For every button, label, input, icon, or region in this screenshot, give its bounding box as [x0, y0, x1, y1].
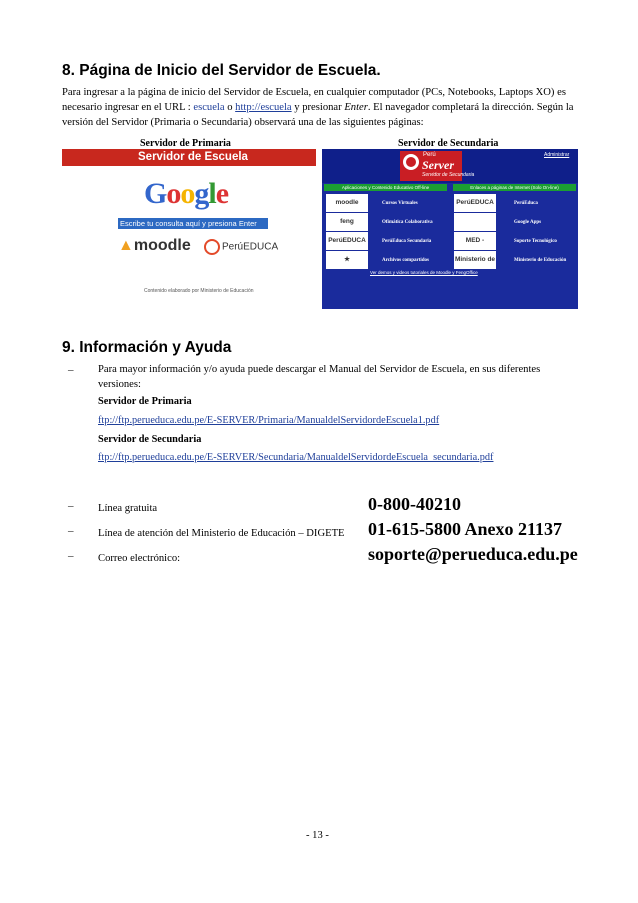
section-8-title: 8. Página de Inicio del Servidor de Escuela.	[62, 62, 381, 79]
moodle-hat-icon: ▲	[118, 237, 134, 254]
sec-link-label[interactable]: PerúEduca	[514, 201, 538, 206]
paragraph-text: y presionar	[291, 102, 345, 113]
bullet-dash: –	[68, 500, 74, 512]
google-letter: o	[180, 177, 195, 210]
escuela-link[interactable]: escuela	[193, 102, 225, 113]
google-letter: G	[144, 177, 167, 210]
logo-subtitle: Servidor de Secundaria	[422, 172, 475, 178]
perueduca-ring-icon	[204, 239, 220, 255]
bullet-dash: –	[68, 550, 74, 562]
support-email[interactable]: soporte@perueduca.edu.pe	[368, 544, 578, 564]
digete-thumb[interactable]: MED -	[454, 232, 496, 250]
primaria-screenshot	[62, 149, 316, 310]
section-9-title: 9. Información y Ayuda	[62, 339, 232, 356]
google-letter: g	[194, 177, 209, 210]
logo-server-text: Server	[422, 158, 454, 172]
google-logo[interactable]	[144, 177, 228, 211]
digete-phone-number: 01-615-5800 Anexo 21137	[368, 519, 563, 539]
moodle-thumb[interactable]: moodle	[326, 194, 368, 212]
caption-primaria: Servidor de Primaria	[140, 138, 231, 149]
primaria-manual-link[interactable]: ftp://ftp.perueduca.edu.pe/E-SERVER/Primaria/ManualdelServidordeEscuela1.pdf	[98, 415, 440, 426]
offline-apps-bar: Aplicaciones y Contenido Educativo Off-line	[324, 184, 447, 191]
enter-key-text: Enter	[344, 102, 368, 113]
secundaria-screenshot	[322, 149, 578, 309]
primaria-credit: Contenido elaborado por Ministerio de Educación	[144, 288, 254, 294]
paragraph-text: o	[224, 102, 236, 113]
primaria-title: Servidor de Escuela	[138, 151, 248, 163]
secundaria-manual-link[interactable]: ftp://ftp.perueduca.edu.pe/E-SERVER/Secundaria/ManualdelServidordeEscuela_secundaria.pdf	[98, 452, 494, 463]
caption-secundaria: Servidor de Secundaria	[398, 138, 499, 149]
contact-label: Línea gratuita	[98, 503, 158, 514]
page-number: - 13 -	[306, 830, 329, 841]
bullet-dash: –	[68, 364, 74, 376]
sec-link-label[interactable]: Archivos compartidos	[382, 258, 429, 263]
google-apps-thumb[interactable]	[454, 213, 496, 231]
swirl-logo-icon	[403, 154, 419, 170]
perueduca-thumb[interactable]: PerúEDUCA	[326, 232, 368, 250]
online-links-bar: Enlaces a páginas de Internet (Solo On-line)	[453, 184, 576, 191]
bullet-dash: –	[68, 525, 74, 537]
feng-thumb[interactable]: feng	[326, 213, 368, 231]
admin-link[interactable]: Administrar	[544, 152, 570, 158]
sec-link-label[interactable]: Soporte Tecnológico	[514, 239, 557, 244]
shared-files-thumb[interactable]: ★	[326, 251, 368, 269]
google-letter: l	[208, 177, 216, 210]
tutorials-link[interactable]: Ver demos y videos tutoriales de Moodle y FengOffice	[370, 270, 478, 275]
contact-label: Correo electrónico:	[98, 553, 181, 564]
escuela-url-link[interactable]: http://escuela	[235, 102, 292, 113]
minedu-thumb[interactable]: Ministerio de	[454, 251, 496, 269]
secundaria-manual-label: Servidor de Secundaria	[98, 434, 202, 445]
paragraph-text: Para ingresar a la página de inicio del Servidor de Escuela, en cualquier computador (PCs, Notebooks, Laptops XO) es necesario ingresar en el URL :	[62, 87, 566, 113]
perueduca-online-thumb[interactable]: PerúEDUCA	[454, 194, 496, 212]
sec-link-label[interactable]: Google Apps	[514, 220, 542, 225]
sec-link-label[interactable]: Ofimática Colaborativa	[382, 220, 433, 225]
help-intro: Para mayor información y/o ayuda puede descargar el Manual del Servidor de Escuela, en sus diferentes versiones:	[98, 364, 541, 390]
primaria-manual-label: Servidor de Primaria	[98, 396, 192, 407]
sec-link-label[interactable]: PerúEduca Secundaria	[382, 239, 432, 244]
logo-peru-text: Perú	[423, 152, 436, 158]
paragraph-text: . El navegador completará la dirección. Según la versión del Servidor (Primaria o Secundaria) observará una de las siguientes páginas:	[62, 102, 574, 128]
perueduca-logo[interactable]	[204, 239, 278, 255]
google-letter: o	[166, 177, 181, 210]
free-phone-number: 0-800-40210	[368, 494, 461, 514]
google-letter: e	[215, 177, 229, 210]
perueduca-text: PerúEDUCA	[222, 241, 279, 253]
moodle-logo[interactable]	[118, 237, 191, 255]
google-search-input[interactable]: Escribe tu consulta aquí y presiona Enter	[118, 218, 268, 229]
sec-link-label[interactable]: Ministerio de Educación	[514, 258, 567, 263]
contact-label: Línea de atención del Ministerio de Educación – DIGETE	[98, 528, 345, 539]
sec-link-label[interactable]: Cursos Virtuales	[382, 201, 418, 206]
moodle-text: moodle	[133, 237, 191, 254]
section-8-paragraph	[62, 85, 582, 130]
